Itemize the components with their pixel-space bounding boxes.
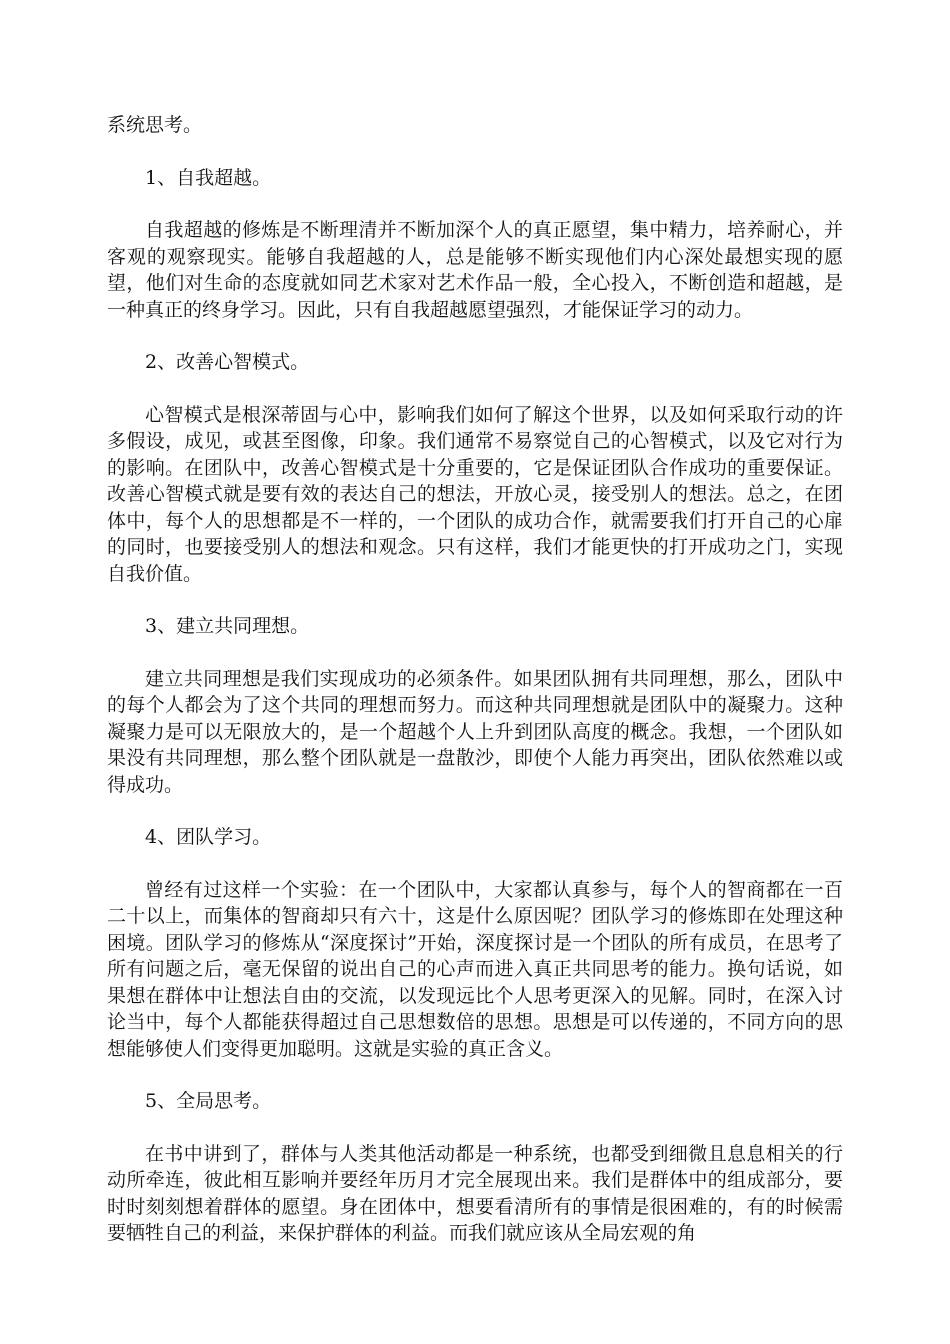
section-body-4: 曾经有过这样一个实验：在一个团队中，大家都认真参与，每个人的智商都在一百二十以上，而集体的智商却只有六十，这是什么原因呢？团队学习的修炼即在处理这种困境。团队学习的修炼从“深度探讨”开始，深度探讨是一个团队的所有成员，在思考了所有问题之后，毫无保留的说出自己的心声而进入真正共同思考的能力。换句话说，如果想在群体中让想法自由的交流，以发现远比个人思考更深入的见解。同时，在深入讨论当中，每个人都能获得超过自己思想数倍的思想。思想是可以传递的，不同方向的思想能够使人们变得更加聪明。这就是实验的真正含义。: [107, 878, 843, 1060]
section-heading-1: 1、自我超越。: [145, 166, 272, 189]
section-heading-3: 3、建立共同理想。: [145, 615, 310, 637]
section-body-5: 在书中讲到了，群体与人类其他活动都是一种系统，也都受到细微且息息相关的行动所牵连，彼此相互影响并要经年历月才完全展现出来。我们是群体中的组成部分，要时时刻刻想着群体的愿望。身在团体中，想要看清所有的事情是很困难的，有的时候需要牺牲自己的利益，来保护群体的利益。而我们就应该从全局宏观的角: [107, 1142, 843, 1244]
section-body-1: 自我超越的修炼是不断理清并不断加深个人的真正愿望，集中精力，培养耐心，并客观的观察现实。能够自我超越的人，总是能够不断实现他们内心深处最想实现的愿望，他们对生命的态度就如同艺术家对艺术作品一般，全心投入，不断创造和超越，是一种真正的终身学习。因此，只有自我超越愿望强烈，才能保证学习的动力。: [107, 219, 843, 321]
section-heading-4: 4、团队学习。: [145, 826, 272, 848]
section-heading-2: 2、改善心智模式。: [145, 351, 310, 373]
section-body-2: 心智模式是根深蒂固与心中，影响我们如何了解这个世界，以及如何采取行动的许多假设，成见，或甚至图像，印象。我们通常不易察觉自己的心智模式，以及它对行为的影响。在团队中，改善心智模式是十分重要的，它是保证团队合作成功的重要保证。改善心智模式就是要有效的表达自己的想法，开放心灵，接受别人的想法。总之，在团体中，每个人的思想都是不一样的，一个团队的成功合作，就需要我们打开自己的心扉的同时，也要接受别人的想法和观念。只有这样，我们才能更快的打开成功之门，实现自我价值。: [107, 403, 843, 585]
lead-paragraph: 系统思考。: [107, 114, 203, 136]
section-heading-5: 5、全局思考。: [145, 1090, 272, 1112]
section-body-3: 建立共同理想是我们实现成功的必须条件。如果团队拥有共同理想，那么，团队中的每个人都会为了这个共同的理想而努力。而这种共同理想就是团队中的凝聚力。这种凝聚力是可以无限放大的，是一个超越个人上升到团队高度的概念。我想，一个团队如果没有共同理想，那么整个团队就是一盘散沙，即使个人能力再突出，团队依然难以或得成功。: [107, 667, 843, 796]
document-page: [107, 112, 843, 1273]
